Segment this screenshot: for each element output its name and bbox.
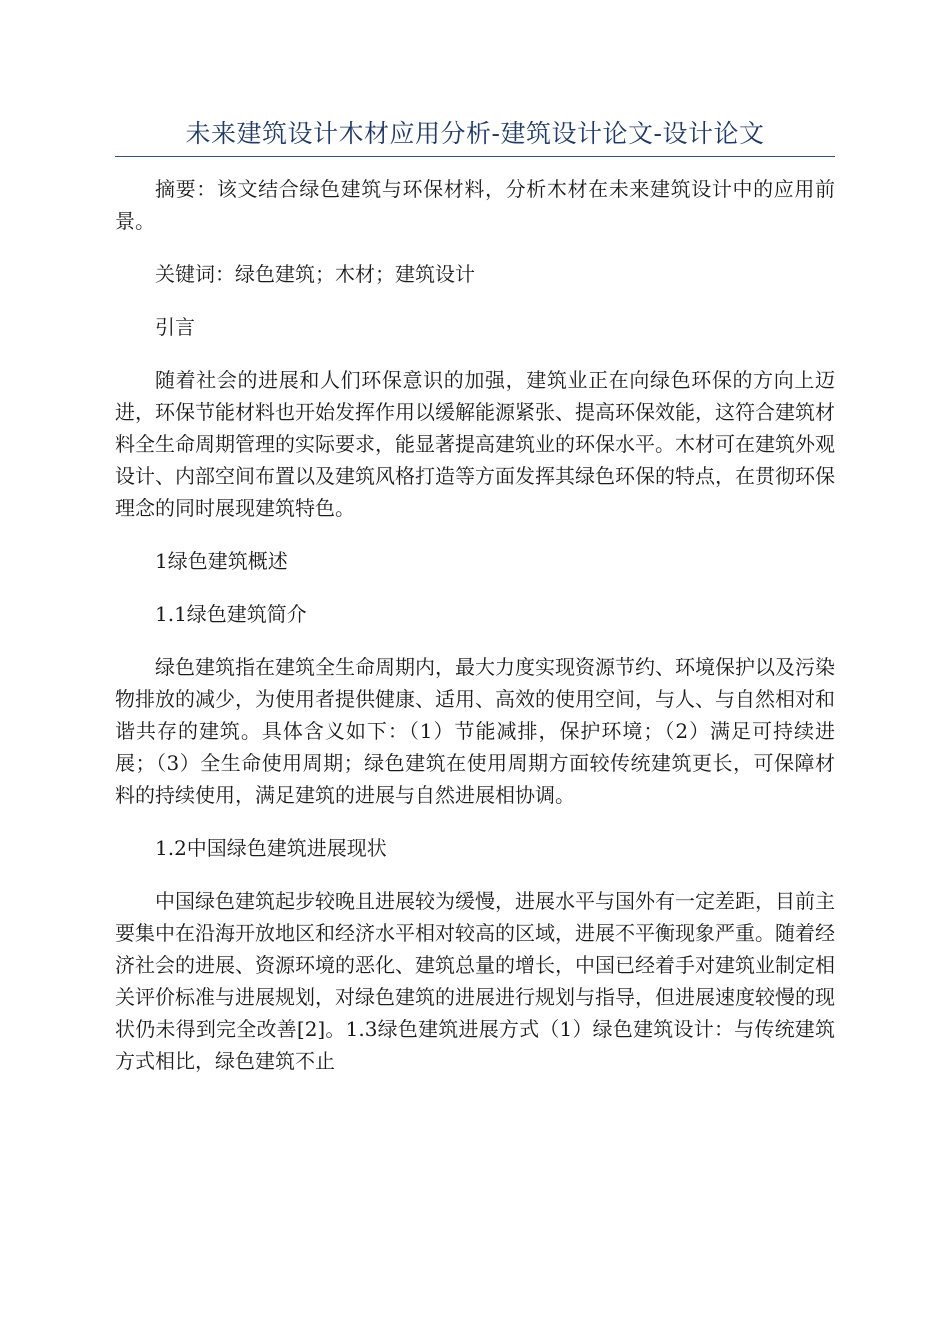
title-block bbox=[115, 112, 835, 157]
section-heading-1-2: 1.2中国绿色建筑进展现状 bbox=[155, 836, 387, 860]
section-1-2-paragraph: 中国绿色建筑起步较晚且进展较为缓慢，进展水平与国外有一定差距，目前主要集中在沿海开放地区和经济水平相对较高的区域，进展不平衡现象严重。随着经济社会的进展、资源环境的恶化、建筑总量的增长，中国已经着手对建筑业制定相关评价标准与进展规划，对绿色建筑的进展进行规划与指导，但进展速度较慢的现状仍未得到完全改善[2]。1.3绿色建筑进展方式（1）绿色建筑设计：与传统建筑方式相比，绿色建筑不止 bbox=[115, 889, 835, 1073]
document-body bbox=[115, 173, 835, 1098]
section-heading-introduction: 引言 bbox=[155, 315, 195, 339]
abstract-paragraph: 摘要：该文结合绿色建筑与环保材料，分析木材在未来建筑设计中的应用前景。 bbox=[115, 177, 835, 233]
section-1-1-paragraph: 绿色建筑指在建筑全生命周期内，最大力度实现资源节约、环境保护以及污染物排放的减少，为使用者提供健康、适用、高效的使用空间，与人、与自然相对和谐共存的建筑。具体含义如下：（1）节能减排，保护环境；（2）满足可持续进展；（3）全生命使用周期；绿色建筑在使用周期方面较传统建筑更长，可保障材料的持续使用，满足建筑的进展与自然进展相协调。 bbox=[115, 655, 835, 807]
section-heading-1-1: 1.1绿色建筑简介 bbox=[155, 602, 307, 626]
introduction-paragraph: 随着社会的进展和人们环保意识的加强，建筑业正在向绿色环保的方向上迈进，环保节能材料也开始发挥作用以缓解能源紧张、提高环保效能，这符合建筑材料全生命周期管理的实际要求，能显著提高建筑业的环保水平。木材可在建筑外观设计、内部空间布置以及建筑风格打造等方面发挥其绿色环保的特点，在贯彻环保理念的同时展现建筑特色。 bbox=[115, 368, 835, 520]
keywords-paragraph: 关键词：绿色建筑；木材；建筑设计 bbox=[155, 262, 475, 286]
document-title: 未来建筑设计木材应用分析-建筑设计论文-设计论文 bbox=[185, 119, 765, 148]
section-heading-1: 1绿色建筑概述 bbox=[155, 549, 288, 573]
